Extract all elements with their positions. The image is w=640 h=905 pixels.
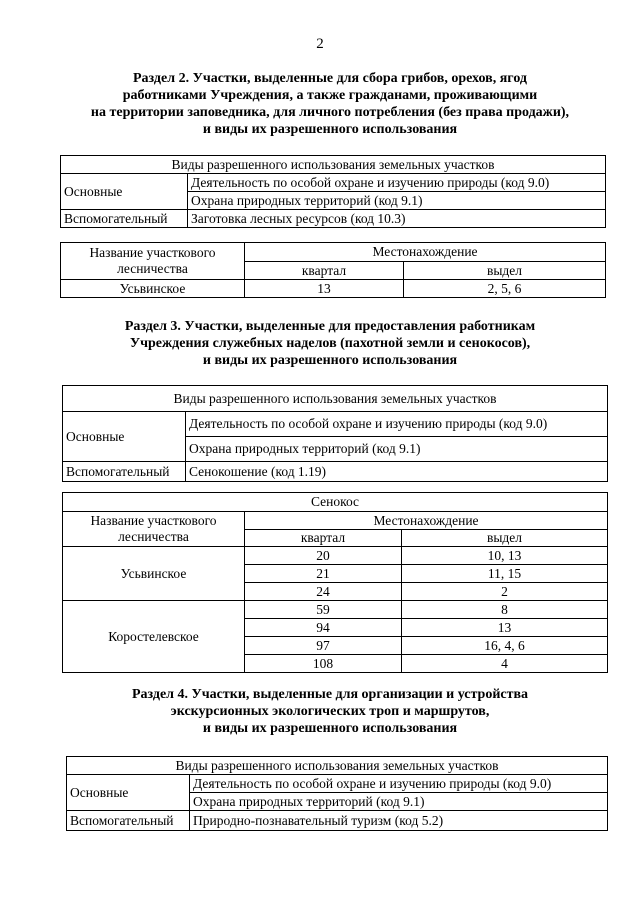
kvartal-cell: 59 xyxy=(245,601,402,619)
section-4-heading xyxy=(40,686,620,737)
table-row xyxy=(61,280,606,298)
kvartal-header: квартал xyxy=(245,530,402,547)
kvartal-cell: 21 xyxy=(245,565,402,583)
forestry-name: Коростелевское xyxy=(63,601,245,673)
main-label: Основные xyxy=(67,775,190,811)
kvartal-cell: 108 xyxy=(245,655,402,673)
vydel-header: выдел xyxy=(404,262,606,280)
main-item: Охрана природных территорий (код 9.1) xyxy=(190,793,608,811)
aux-item: Природно-познавательный туризм (код 5.2) xyxy=(190,811,608,831)
main-item: Деятельность по особой охране и изучению природы (код 9.0) xyxy=(186,412,608,437)
main-label: Основные xyxy=(61,174,188,210)
table-title: Виды разрешенного использования земельных участков xyxy=(63,386,608,412)
vydel-cell: 4 xyxy=(402,655,608,673)
location-header: Местонахождение xyxy=(245,512,608,530)
heading-line: Раздел 4. Участки, выделенные для организации и устройства xyxy=(131,687,529,702)
aux-label: Вспомогательный xyxy=(67,811,190,831)
main-label: Основные xyxy=(63,412,186,462)
vydel-cell: 8 xyxy=(402,601,608,619)
forestry-name: Усьвинское xyxy=(61,280,245,298)
heading-line: и виды их разрешенного использования xyxy=(202,122,458,137)
section-4-use-table xyxy=(66,756,608,831)
table-row xyxy=(63,601,608,619)
heading-line: Раздел 3. Участки, выделенные для предоставления работникам xyxy=(124,319,536,334)
table-row xyxy=(63,547,608,565)
kvartal-header: квартал xyxy=(245,262,404,280)
aux-item: Сенокошение (код 1.19) xyxy=(186,462,608,482)
table-title: Виды разрешенного использования земельных участков xyxy=(67,757,608,775)
vydel-cell: 2 xyxy=(402,583,608,601)
main-item: Деятельность по особой охране и изучению природы (код 9.0) xyxy=(190,775,608,793)
kvartal-cell: 24 xyxy=(245,583,402,601)
aux-item: Заготовка лесных ресурсов (код 10.3) xyxy=(188,210,606,228)
section-3-use-table xyxy=(62,385,608,482)
section-3-heading xyxy=(40,318,620,369)
vydel-cell: 2, 5, 6 xyxy=(404,280,606,298)
kvartal-cell: 94 xyxy=(245,619,402,637)
heading-line: Раздел 2. Участки, выделенные для сбора грибов, орехов, ягод xyxy=(133,71,527,86)
heading-line: экскурсионных экологических троп и маршрутов, xyxy=(170,704,490,719)
main-item: Деятельность по особой охране и изучению природы (код 9.0) xyxy=(188,174,606,192)
heading-line: и виды их разрешенного использования xyxy=(202,353,458,368)
page-number: 2 xyxy=(316,36,324,52)
kvartal-cell: 20 xyxy=(245,547,402,565)
kvartal-cell: 97 xyxy=(245,637,402,655)
heading-line: на территории заповедника, для личного потребления (без права продажи), xyxy=(90,105,570,120)
vydel-cell: 13 xyxy=(402,619,608,637)
section-3-hay-table xyxy=(62,492,608,673)
heading-line: и виды их разрешенного использования xyxy=(202,721,458,736)
main-item: Охрана природных территорий (код 9.1) xyxy=(188,192,606,210)
name-header: Название участкового лесничества xyxy=(61,243,245,280)
kvartal-cell: 13 xyxy=(245,280,404,298)
section-2-heading xyxy=(40,70,620,138)
name-header: Название участкового лесничества xyxy=(63,512,245,547)
section-2-use-table xyxy=(60,155,606,228)
vydel-cell: 11, 15 xyxy=(402,565,608,583)
heading-line: работниками Учреждения, а также гражданами, проживающими xyxy=(122,88,538,103)
section-2-location-table xyxy=(60,242,606,298)
main-item: Охрана природных территорий (код 9.1) xyxy=(186,437,608,462)
vydel-header: выдел xyxy=(402,530,608,547)
forestry-name: Усьвинское xyxy=(63,547,245,601)
aux-label: Вспомогательный xyxy=(63,462,186,482)
table-title: Сенокос xyxy=(63,493,608,512)
aux-label: Вспомогательный xyxy=(61,210,188,228)
heading-line: Учреждения служебных наделов (пахотной земли и сенокосов), xyxy=(129,336,531,351)
location-header: Местонахождение xyxy=(245,243,606,262)
vydel-cell: 16, 4, 6 xyxy=(402,637,608,655)
table-title: Виды разрешенного использования земельных участков xyxy=(61,156,606,174)
vydel-cell: 10, 13 xyxy=(402,547,608,565)
